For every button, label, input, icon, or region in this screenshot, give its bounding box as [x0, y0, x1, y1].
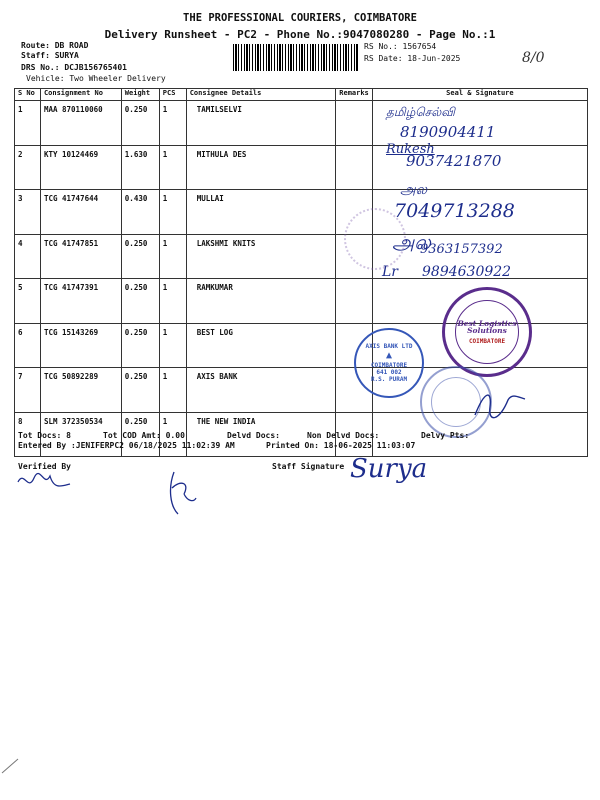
row-pcs: 1	[159, 145, 186, 190]
entered-by: Entered By :JENIFERPC2 06/18/2025 11:02:39 AM	[18, 441, 235, 450]
col-consignment: Consignment No	[40, 89, 121, 101]
row-remarks	[336, 101, 373, 146]
col-remarks: Remarks	[336, 89, 373, 101]
page-corner-mark	[0, 755, 22, 775]
row-sno: 3	[15, 190, 41, 235]
rs-date: RS Date: 18-Jun-2025	[364, 54, 461, 63]
staff-signature-hand: Surya	[350, 454, 428, 484]
best-logistics-stamp-city: COIMBATORE	[468, 337, 506, 345]
col-seal-signature: Seal & Signature	[372, 89, 587, 101]
row-weight: 0.250	[121, 412, 159, 457]
faded-purple-stamp	[344, 208, 406, 270]
axis-bank-stamp-city: COIMBATORE	[370, 361, 408, 369]
phone-handwritten-3: 7049713288	[394, 200, 515, 222]
axis-bank-stamp-pin: 641 002	[376, 369, 402, 376]
row-sno: 8	[15, 412, 41, 457]
row-sno: 1	[15, 101, 41, 146]
signature-scribble-3: அல	[400, 182, 428, 198]
axis-bank-stamp-name: AXIS BANK LTD	[365, 342, 413, 350]
verified-by-label: Verified By	[18, 462, 71, 471]
vehicle-label: Vehicle: Two Wheeler Delivery	[26, 74, 166, 83]
delivery-points: Delvy Pts:	[421, 431, 470, 440]
row8-signature-scribble	[470, 385, 530, 425]
row-sno: 7	[15, 368, 41, 413]
row-consignee: MULLAI	[186, 190, 336, 235]
col-consignee: Consignee Details	[186, 89, 336, 101]
signature-name-5: Lr	[382, 264, 398, 280]
row-consignment: MAA 870110060	[40, 101, 121, 146]
row-consignment: TCG 41747391	[40, 279, 121, 324]
row-consignee: TAMILSELVI	[186, 101, 336, 146]
signature-name-2: Rukesh	[386, 142, 435, 157]
row-pcs: 1	[159, 279, 186, 324]
axis-bank-stamp-area: R.S. PURAM	[370, 376, 408, 384]
row-weight: 1.630	[121, 145, 159, 190]
row-weight: 0.250	[121, 279, 159, 324]
best-logistics-stamp	[442, 287, 532, 377]
row-pcs: 1	[159, 323, 186, 368]
row-pcs: 1	[159, 101, 186, 146]
row-consignee: THE NEW INDIA	[186, 412, 336, 457]
drs-number: DRS No.: DCJB156765401	[21, 63, 127, 72]
phone-handwritten-2: 9037421870	[406, 152, 502, 170]
phone-handwritten-1: 8190904411	[400, 123, 496, 141]
best-logistics-stamp-text: Best Logistics Solutions	[457, 318, 517, 335]
row-pcs: 1	[159, 234, 186, 279]
route-label: Route: DB ROAD	[21, 41, 89, 50]
row-sno: 6	[15, 323, 41, 368]
table-row	[15, 145, 588, 190]
row-consignee: RAMKUMAR	[186, 279, 336, 324]
verifier-initials-scribble	[160, 468, 200, 518]
row-remarks	[336, 279, 373, 324]
staff-label: Staff: SURYA	[21, 51, 79, 60]
row-sno: 2	[15, 145, 41, 190]
row-consignment: TCG 41747644	[40, 190, 121, 235]
row-consignment: TCG 41747851	[40, 234, 121, 279]
row-remarks	[336, 145, 373, 190]
row-consignee: BEST LOG	[186, 323, 336, 368]
row-consignment: TCG 50892289	[40, 368, 121, 413]
axis-bank-logo-icon: ▲	[385, 349, 393, 361]
col-sno: S No	[15, 89, 41, 101]
row-weight: 0.250	[121, 368, 159, 413]
phone-handwritten-5: 9894630922	[422, 264, 512, 280]
signature-scribble-1: தமிழ்செல்வி	[386, 105, 455, 119]
row-consignment: TCG 15143269	[40, 323, 121, 368]
row-weight: 0.250	[121, 101, 159, 146]
row-consignment: KTY 10124469	[40, 145, 121, 190]
col-pcs: PCS	[159, 89, 186, 101]
row-consignee: AXIS BANK	[186, 368, 336, 413]
row-consignment: SLM 372350534	[40, 412, 121, 457]
printed-on: Printed On: 18-06-2025 11:03:07	[266, 441, 416, 450]
company-name: THE PROFESSIONAL COURIERS, COIMBATORE	[183, 12, 417, 24]
barcode	[233, 44, 358, 71]
delivered-docs: Delvd Docs:	[227, 431, 280, 440]
rs-number: RS No.: 1567654	[364, 42, 437, 51]
non-delivered-docs: Non Delvd Docs:	[307, 431, 380, 440]
row-weight: 0.250	[121, 323, 159, 368]
col-weight: Weight	[121, 89, 159, 101]
phone-handwritten-4: 9363157392	[420, 242, 503, 257]
corner-note: 8/0	[522, 50, 545, 66]
row-pcs: 1	[159, 368, 186, 413]
total-docs: Tot Docs: 8	[18, 431, 71, 440]
axis-bank-stamp	[354, 328, 424, 398]
total-cod-amount: Tot COD Amt: 0.00	[103, 431, 185, 440]
row-pcs: 1	[159, 190, 186, 235]
verified-signature-scribble	[14, 468, 74, 494]
row-weight: 0.430	[121, 190, 159, 235]
row-pcs: 1	[159, 412, 186, 457]
sheet-title: Delivery Runsheet - PC2 - Phone No.:9047080280 - Page No.:1	[104, 28, 496, 41]
signature-scribble-4: அல	[392, 230, 431, 254]
staff-signature-label: Staff Signature	[272, 462, 345, 471]
row-sno: 4	[15, 234, 41, 279]
row-consignee: LAKSHMI KNITS	[186, 234, 336, 279]
table-header-row	[15, 89, 588, 101]
table-row	[15, 101, 588, 146]
row-sno: 5	[15, 279, 41, 324]
row-weight: 0.250	[121, 234, 159, 279]
row-consignee: MITHULA DES	[186, 145, 336, 190]
